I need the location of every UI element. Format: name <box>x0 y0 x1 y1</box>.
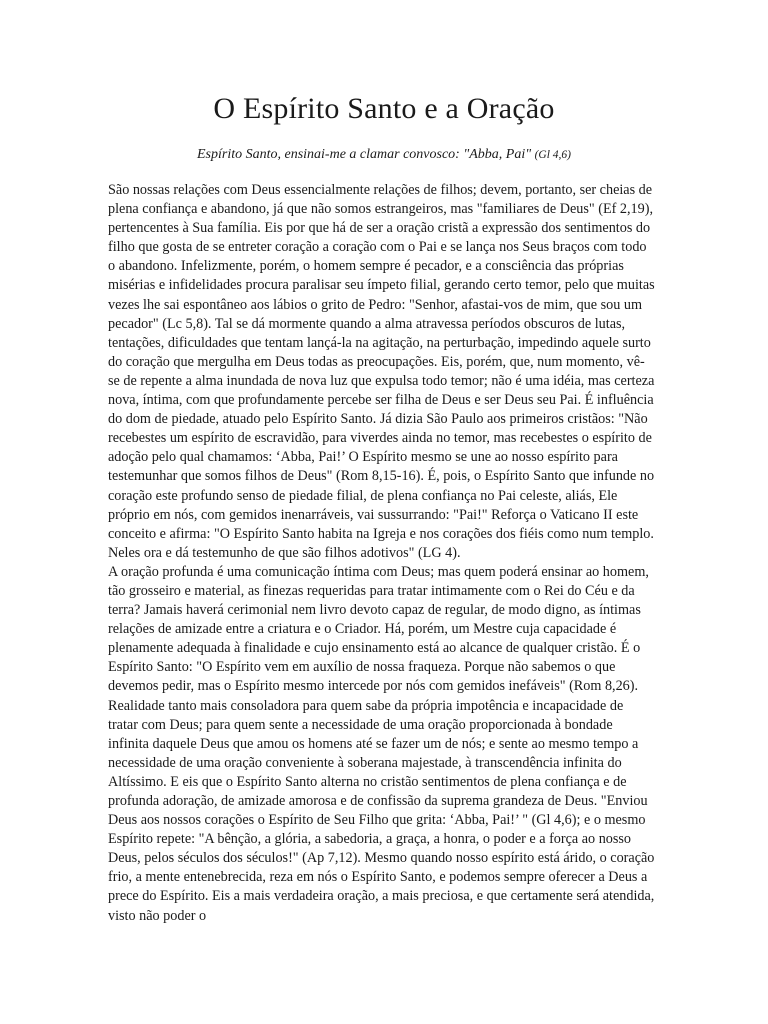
paragraph: A oração profunda é uma comunicação íntima com Deus; mas quem poderá ensinar ao homem, tão grosseiro e material, as finezas requeridas para tratar intimamente com o Rei do Céu e da terra? Jamais haverá cerimonial nem livro devoto capaz de regular, de modo digno, as íntimas relações de amizade entre a criatura e o Criador. Há, porém, um Mestre cuja capacidade é plenamente adequada à finalidade e cujo ensinamento está ao alcance de qualquer cristão. É o Espírito Santo: "O Espírito vem em auxílio de nossa fraqueza. Porque não sabemos o que devemos pedir, mas o Espírito mesmo intercede por nós com gemidos inefáveis" (Rom 8,26). Realidade tanto mais consoladora para quem sabe da própria impotência e incapacidade de tratar com Deus; para quem sente a necessidade de uma oração proporcionada à bondade infinita daquele Deus que amou os homens até se fazer um de nós; e sente ao mesmo tempo a necessidade de uma oração conveniente à soberana majestade, à transcendência infinita do Altíssimo. E eis que o Espírito Santo alterna no cristão sentimentos de plena confiança e de profunda adoração, de amizade amorosa e de confissão da suprema grandeza de Deus. "Enviou Deus aos nossos corações o Espírito de Seu Filho que grita: ‘Abba, Pai!’ " (Gl 4,6); e o mesmo Espírito repete: "A bênção, a glória, a sabedoria, a graça, a honra, o poder e a força ao nosso Deus, pelos séculos dos séculos!" (Ap 7,12). Mesmo quando nosso espírito está árido, o coração frio, a mente entenebrecida, reza em nós o Espírito Santo, e podemos sempre oferecer a Deus a prece do Espírito. Eis a mais verdadeira oração, a mais preciosa, e que certamente será atendida, visto não poder o <box>108 563 655 924</box>
body-text <box>108 181 656 926</box>
paragraph: São nossas relações com Deus essencialmente relações de filhos; devem, portanto, ser cheias de plena confiança e abandono, já que não somos estrangeiros, mas "familiares de Deus" (Ef 2,19), pertencentes à Sua família. Eis por que há de ser a oração cristã a expressão dos sentimentos do filho que gosta de se entreter coração a coração com o Pai e se lança nos Seus braços com todo o abandono. Infelizmente, porém, o homem sempre é pecador, e a consciência das próprias misérias e infidelidades procura paralisar seu ímpeto filial, gerando certo temor, pelo que muitas vezes lhe sai espontâneo aos lábios o grito de Pedro: "Senhor, afastai-vos de mim, que sou um pecador" (Lc 5,8). Tal se dá mormente quando a alma atravessa períodos obscuros de lutas, tentações, dificuldades que tentam lançá-la na agitação, na perturbação, impedindo aquele surto do coração que mergulha em Deus todas as preocupações. Eis, porém, que, num momento, vê-se de repente a alma inundada de nova luz que expulsa todo temor; não é uma idéia, mas certeza nova, íntima, com que profundamente percebe ser filha de Deus e ser Deus seu Pai. É influência do dom de piedade, atuado pelo Espírito Santo. Já dizia São Paulo aos primeiros cristãos: "Não recebestes um espírito de escravidão, para viverdes ainda no temor, mas recebestes o espírito de adoção pelo qual chamamos: ‘Abba, Pai!’ O Espírito mesmo se une ao nosso espírito para testemunhar que somos filhos de Deus" (Rom 8,15-16). É, pois, o Espírito Santo que infunde no coração este profundo senso de piedade filial, de plena confiança no Pai celeste, aliás, Ele próprio em nós, com gemidos inenarráveis, vai sussurrando: "Pai!" Reforça o Vaticano II este conceito e afirma: "O Espírito Santo habita na Igreja e nos corações dos fiéis como num templo. Neles ora e dá testemunho de que são filhos adotivos" (LG 4). <box>108 182 655 561</box>
epigraph-reference: (Gl 4,6) <box>534 149 572 161</box>
epigraph <box>0 146 768 164</box>
epigraph-text: Espírito Santo, ensinai-me a clamar convosco: "Abba, Pai" <box>196 147 532 162</box>
document-title: O Espírito Santo e a Oração <box>213 92 555 125</box>
